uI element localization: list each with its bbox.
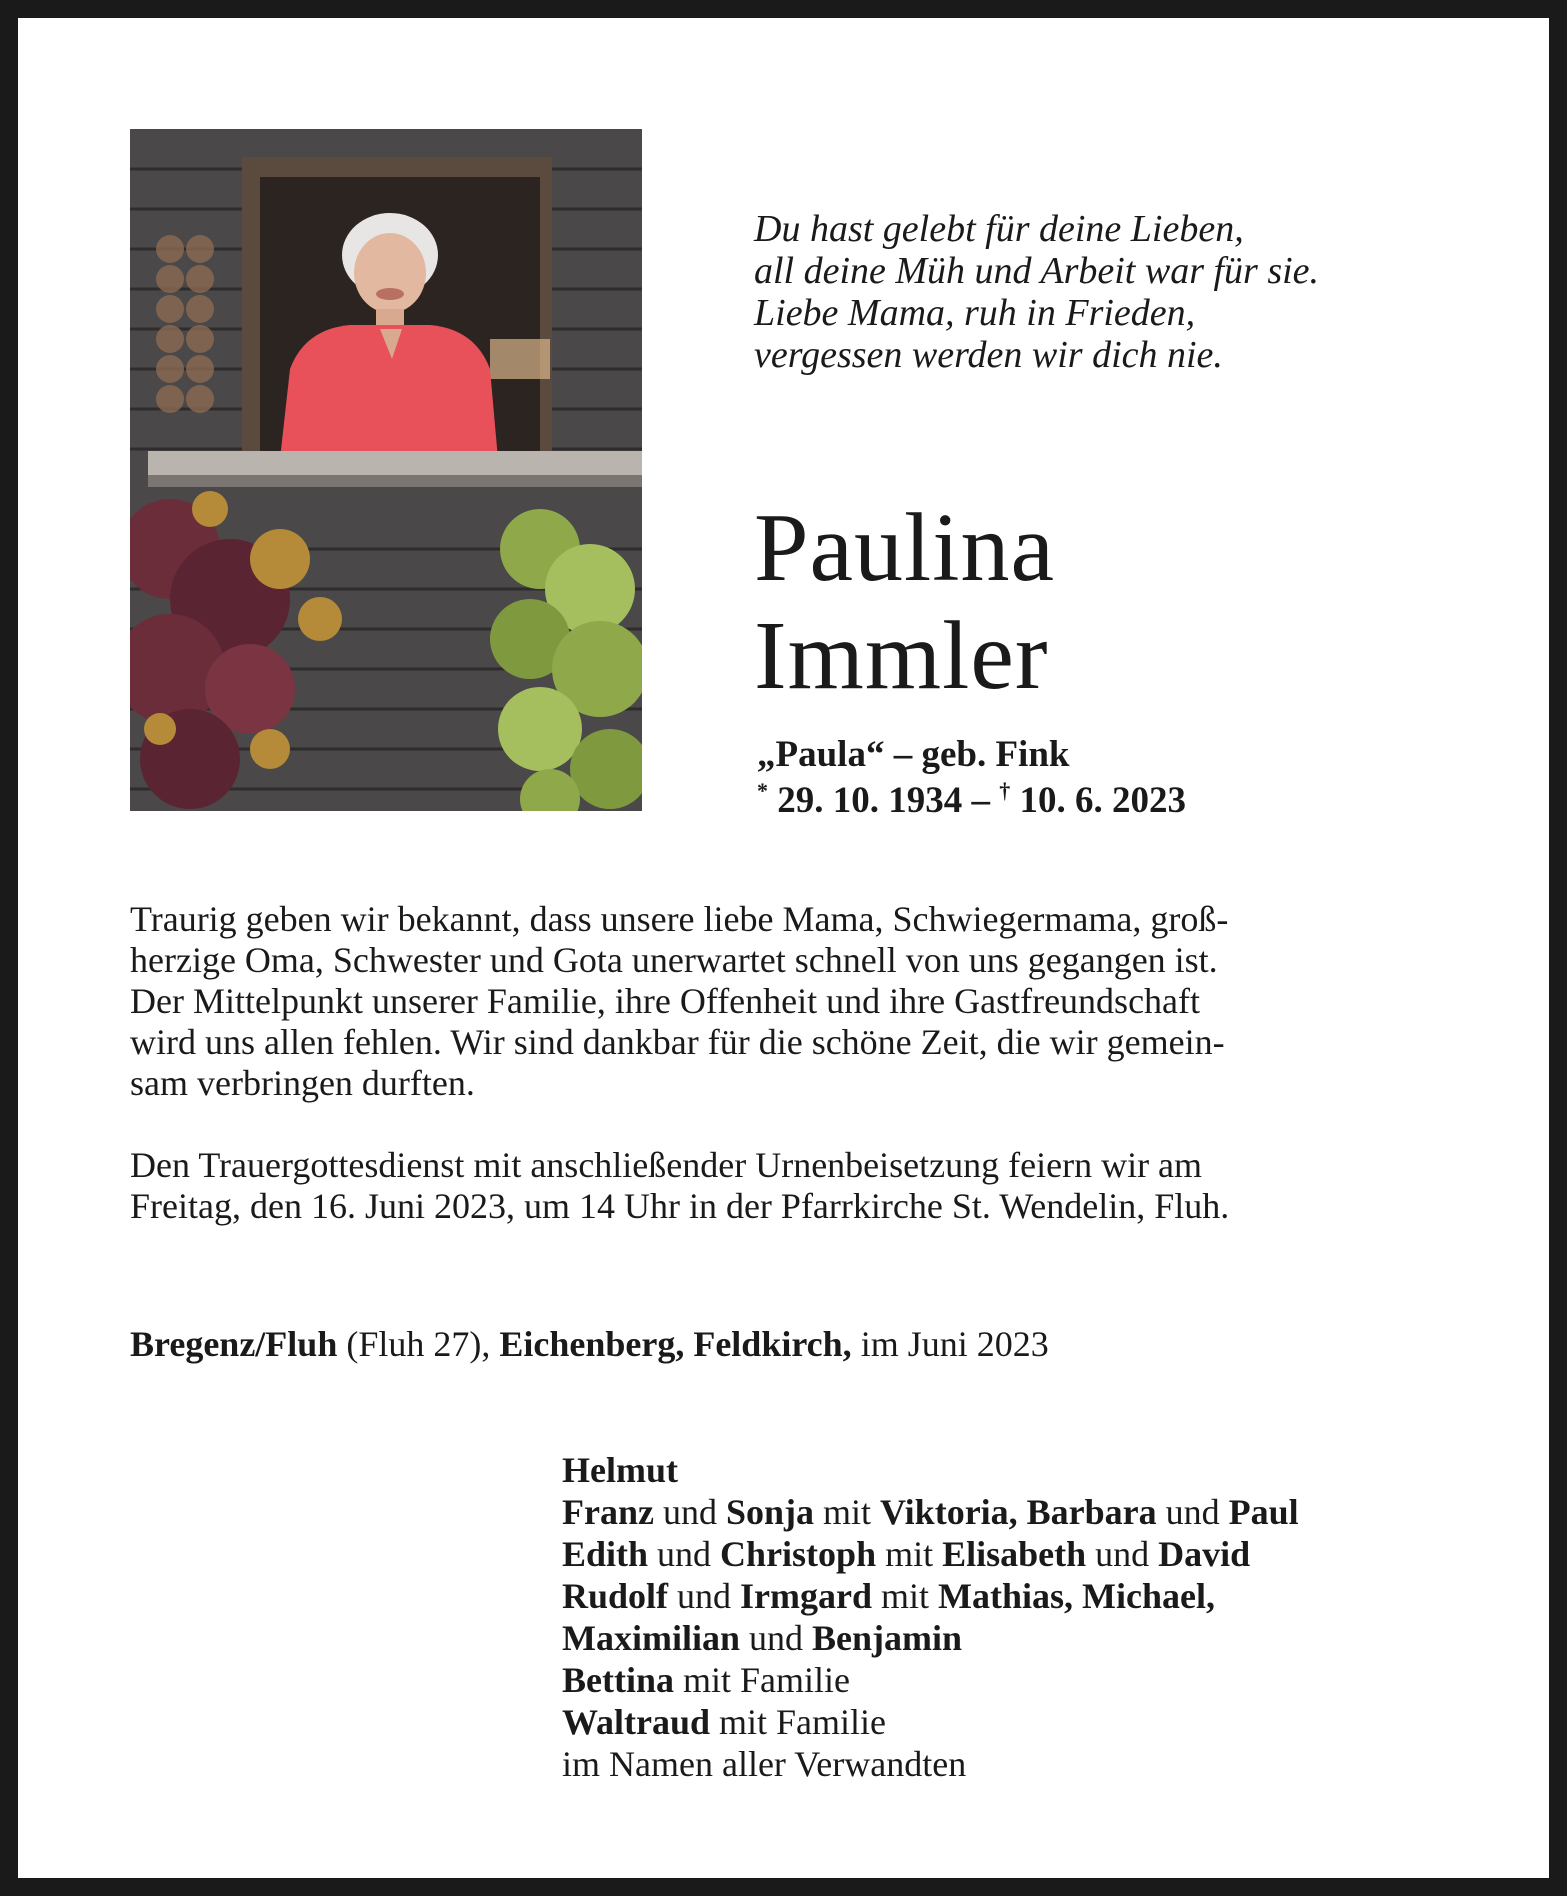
mourner-row: [562, 1617, 1299, 1659]
place-bold: Eichenberg, Feldkirch,: [499, 1324, 852, 1364]
text-line: herzige Oma, Schwester und Gota unerwartet schnell von uns gegangen ist.: [130, 940, 1218, 980]
mourner-name: Benjamin: [812, 1618, 963, 1658]
mourner-row: im Namen aller Verwandten: [562, 1744, 967, 1784]
connector: mit: [814, 1492, 881, 1532]
poem-line: all deine Müh und Arbeit war für sie.: [754, 250, 1320, 292]
place-bold: Bregenz/Fluh: [130, 1324, 338, 1364]
mourner-row: [562, 1575, 1299, 1617]
mourners-list: [562, 1449, 1299, 1785]
mourner-row: [562, 1491, 1299, 1533]
mourner-row: [562, 1533, 1299, 1575]
mourner-name: Elisabeth: [942, 1534, 1087, 1574]
mourner-name: Viktoria, Barbara: [880, 1492, 1157, 1532]
death-date: 10. 6. 2023: [1010, 780, 1186, 821]
announcement-paragraph: [130, 899, 1440, 1104]
connector: und: [648, 1534, 721, 1574]
connector: und: [668, 1576, 741, 1616]
birth-mark: *: [757, 778, 768, 803]
funeral-service-paragraph: [130, 1145, 1440, 1227]
mourner-name: Paul: [1228, 1492, 1299, 1532]
connector: und: [740, 1618, 812, 1658]
mourner-row: [562, 1659, 1299, 1701]
text-line: Den Trauergottesdienst mit anschließender Urnenbeisetzung feiern wir am: [130, 1145, 1203, 1185]
text-line: wird uns allen fehlen. Wir sind dankbar für die schöne Zeit, die wir gemein-: [130, 1022, 1225, 1062]
connector: und: [1156, 1492, 1229, 1532]
death-mark: †: [999, 778, 1011, 803]
connector: mit: [876, 1534, 943, 1574]
poem-line: vergessen werden wir dich nie.: [754, 334, 1223, 376]
mourner-name: Sonja: [725, 1492, 814, 1532]
first-name: Paulina: [754, 494, 1055, 602]
life-dates: [757, 778, 1186, 824]
connector: mit Familie: [674, 1660, 850, 1700]
text-line: Der Mittelpunkt unserer Familie, ihre Offenheit und ihre Gastfreundschaft: [130, 981, 1201, 1021]
mourner-name: David: [1158, 1534, 1251, 1574]
mourner-name: Franz: [562, 1492, 654, 1532]
birth-date: 29. 10. 1934 –: [768, 780, 1000, 821]
deceased-name: [754, 494, 1055, 710]
connector: und: [653, 1492, 726, 1532]
mourner-name: Rudolf: [562, 1576, 669, 1616]
place-address: (Fluh 27),: [337, 1324, 500, 1364]
place-date: im Juni 2023: [851, 1324, 1049, 1364]
mourner-name: Edith: [562, 1534, 649, 1574]
mourner-name: Mathias, Michael,: [938, 1576, 1215, 1616]
text-line: Freitag, den 16. Juni 2023, um 14 Uhr in der Pfarrkirche St. Wendelin, Fluh.: [130, 1186, 1230, 1226]
mourner-name: Irmgard: [740, 1576, 873, 1616]
mourner-name: Christoph: [720, 1534, 877, 1574]
poem-line: Liebe Mama, ruh in Frieden,: [754, 292, 1196, 334]
connector: und: [1086, 1534, 1159, 1574]
text-line: sam verbringen durften.: [130, 1063, 475, 1103]
text-line: Traurig geben wir bekannt, dass unsere liebe Mama, Schwiegermama, groß-: [130, 899, 1229, 939]
nickname-line: „Paula“ – geb. Fink: [757, 734, 1070, 775]
place-date-line: [130, 1323, 1049, 1365]
deceased-details: [757, 732, 1186, 824]
connector: mit: [872, 1576, 939, 1616]
connector: mit Familie: [710, 1702, 887, 1742]
last-name: Immler: [754, 602, 1049, 710]
mourner-name: Maximilian: [562, 1618, 740, 1658]
portrait-photo: [130, 129, 642, 811]
mourner-row: [562, 1701, 1299, 1743]
mourner-name: Helmut: [562, 1450, 678, 1490]
memorial-poem: [754, 208, 1454, 376]
mourner-row: [562, 1449, 1299, 1491]
announcement-text: [130, 899, 1440, 1227]
mourner-name: Bettina: [562, 1660, 674, 1700]
poem-line: Du hast gelebt für deine Lieben,: [754, 208, 1244, 250]
mourner-name: Waltraud: [562, 1702, 711, 1742]
